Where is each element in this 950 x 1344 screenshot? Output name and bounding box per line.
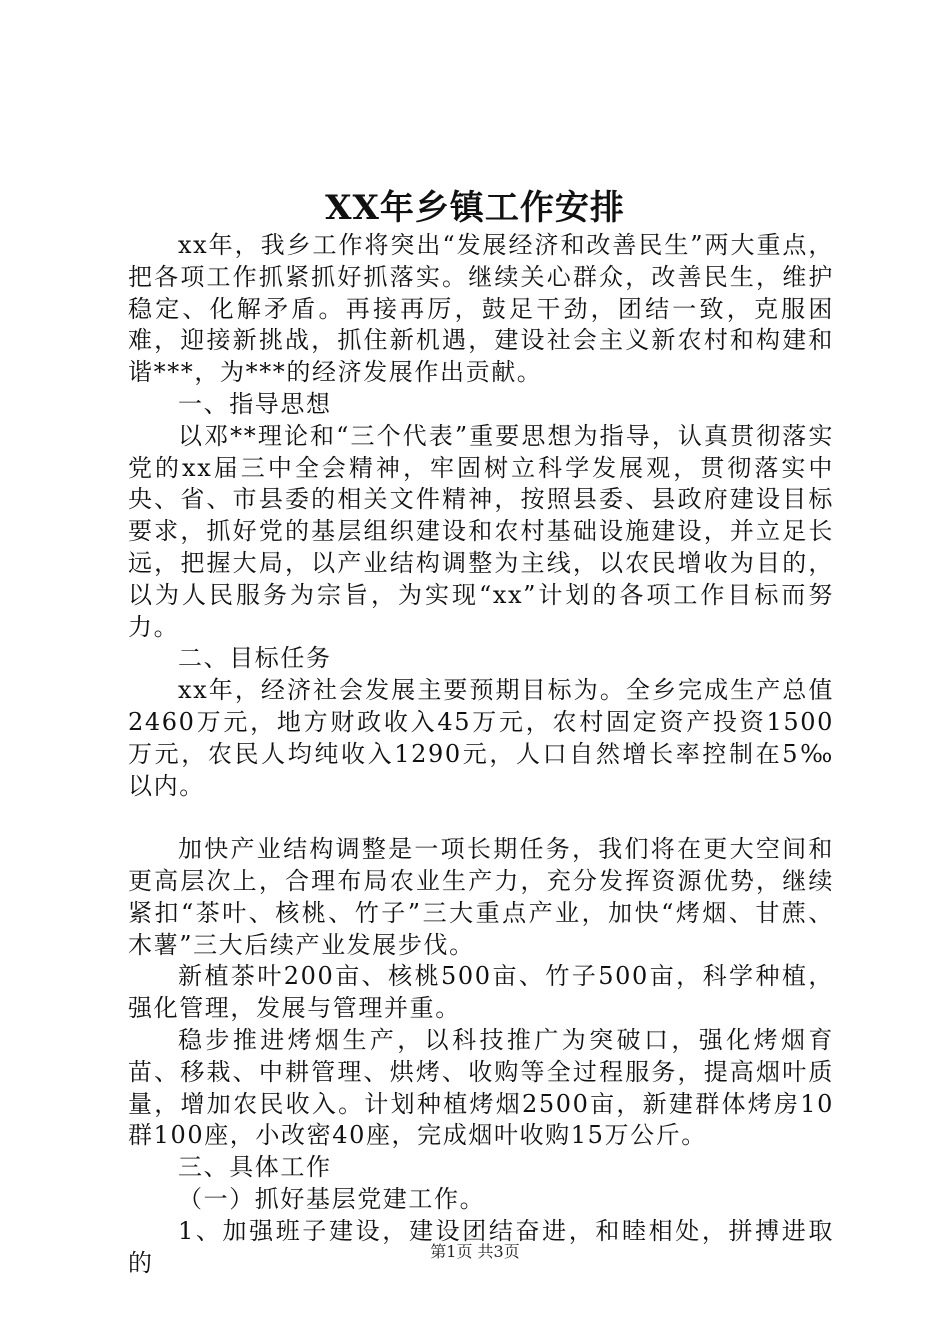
paragraph-new-planting: 新植茶叶200亩、核桃500亩、竹子500亩，科学种植，强化管理，发展与管理并重。: [128, 962, 834, 1023]
paragraph-industry-adjustment: 加快产业结构调整是一项长期任务，我们将在更大空间和更高层次上，合理布局农业生产力，充分发挥资源优势，继续紧扣“茶叶、核桃、竹子”三大重点产业，加快“烤烟、甘蔗、木薯”三大后续产业发展步伐。: [128, 835, 834, 959]
section-heading-specific-work: 三、具体工作: [178, 1153, 332, 1182]
paragraph-tobacco: 稳步推进烤烟生产，以科技推广为突破口，强化烤烟育苗、移栽、中耕管理、烘烤、收购等全过程服务，提高烟叶质量，增加农民收入。计划种植烤烟2500亩，新建群体烤房10群100座，小改密40座，完成烟叶收购15万公斤。: [128, 1025, 834, 1150]
subsection-heading-party-building: （一）抓好基层党建工作。: [178, 1184, 486, 1213]
document-title: XX年乡镇工作安排: [325, 188, 625, 228]
page-footer: 第1页 共3页: [430, 1242, 520, 1261]
section-heading-guiding-thought: 一、指导思想: [178, 389, 332, 418]
section-heading-goals: 二、目标任务: [178, 644, 332, 673]
paragraph-intro: xx年，我乡工作将突出“发展经济和改善民生”两大重点，把各项工作抓紧抓好抓落实。继续关心群众，改善民生，维护稳定、化解矛盾。再接再厉，鼓足干劲，团结一致，克服困难，迎接新挑战，抓住新机遇，建设社会主义新农村和构建和谐***，为***的经济发展作出贡献。: [128, 231, 834, 387]
paragraph-goals: xx年，经济社会发展主要预期目标为。全乡完成生产总值2460万元，地方财政收入45万元，农村固定资产投资1500万元，农民人均纯收入1290元，人口自然增长率控制在5‰以内。: [128, 676, 834, 800]
paragraph-guiding-thought: 以邓**理论和“三个代表”重要思想为指导，认真贯彻落实党的xx届三中全会精神，牢固树立科学发展观，贯彻落实中央、省、市县委的相关文件精神，按照县委、县政府建设目标要求，抓好党的基层组织建设和农村基础设施建设，并立足长远，把握大局，以产业结构调整为主线，以农民增收为目的，以为人民服务为宗旨，为实现“xx”计划的各项工作目标而努力。: [128, 421, 834, 641]
paragraph-team-building: 1、加强班子建设，建设团结奋进，和睦相处，拼搏进取的: [128, 1216, 834, 1277]
document-body: [128, 230, 834, 1279]
